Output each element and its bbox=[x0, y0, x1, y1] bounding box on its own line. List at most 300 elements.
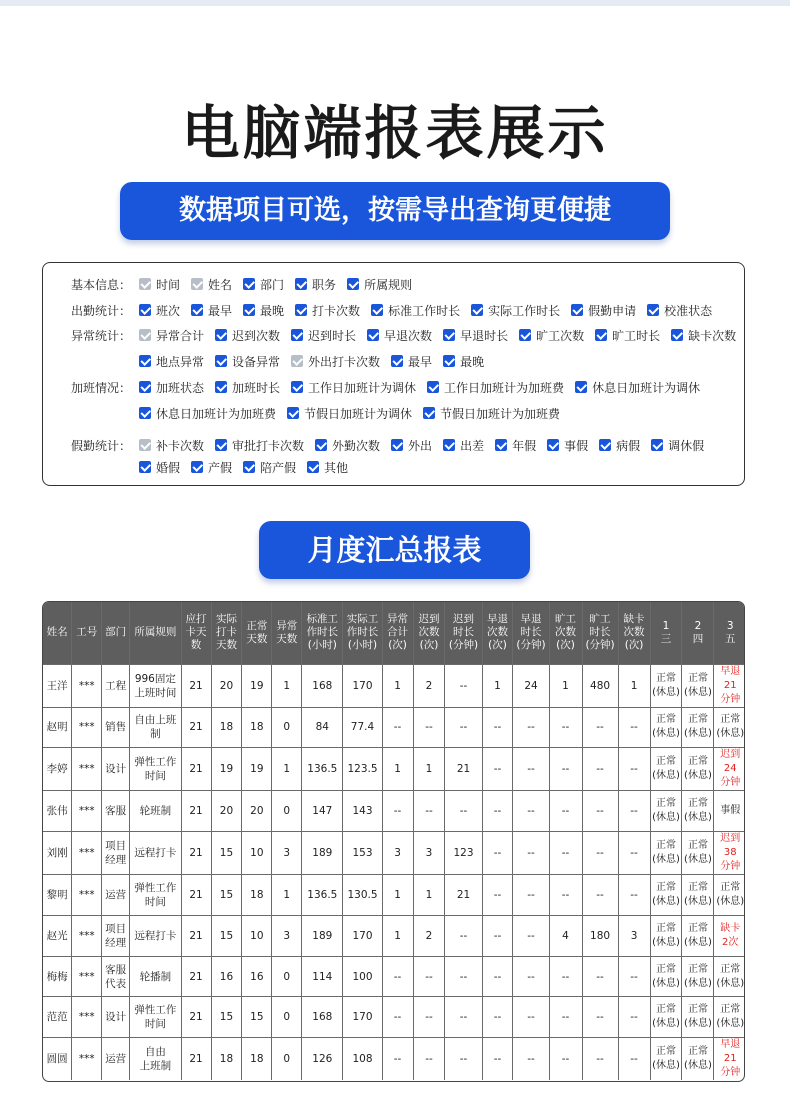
option-item[interactable] bbox=[671, 327, 736, 344]
employee-name-cell: 刘刚 bbox=[43, 832, 72, 875]
table-cell: 15 bbox=[211, 997, 242, 1038]
option-checkbox[interactable] bbox=[547, 439, 559, 451]
option-label: 迟到时长 bbox=[308, 328, 357, 343]
day-status-cell: 正常 (休息) bbox=[682, 832, 714, 875]
table-row[interactable] bbox=[43, 1038, 745, 1081]
option-checkbox[interactable] bbox=[191, 461, 203, 473]
option-item[interactable] bbox=[191, 459, 232, 476]
option-checkbox[interactable] bbox=[191, 278, 203, 290]
table-cell: *** bbox=[72, 875, 102, 916]
table-cell: 0 bbox=[272, 997, 302, 1038]
option-checkbox[interactable] bbox=[427, 381, 439, 393]
option-label: 产假 bbox=[208, 460, 233, 475]
option-item[interactable] bbox=[391, 437, 432, 454]
table-cell: -- bbox=[445, 707, 482, 748]
table-cell: 1 bbox=[272, 748, 302, 791]
column-header: 旷工 次数 (次) bbox=[549, 602, 582, 664]
option-item[interactable] bbox=[423, 405, 560, 422]
option-item[interactable] bbox=[191, 276, 232, 293]
options-row bbox=[71, 434, 715, 456]
table-cell: -- bbox=[549, 748, 582, 791]
option-label: 迟到次数 bbox=[232, 328, 281, 343]
table-cell: -- bbox=[549, 875, 582, 916]
table-cell: -- bbox=[445, 1038, 482, 1081]
table-cell: 15 bbox=[242, 997, 272, 1038]
option-item[interactable] bbox=[427, 379, 564, 396]
column-header: 正常 天数 bbox=[242, 602, 272, 664]
option-item[interactable] bbox=[443, 437, 484, 454]
column-header: 异常 天数 bbox=[272, 602, 302, 664]
table-cell: -- bbox=[482, 748, 513, 791]
option-label: 工作日加班计为调休 bbox=[308, 380, 417, 395]
table-cell: 77.4 bbox=[343, 707, 382, 748]
table-cell: -- bbox=[582, 791, 618, 832]
options-row-label: 异常统计： bbox=[71, 328, 132, 343]
table-cell: 20 bbox=[211, 664, 242, 707]
table-cell: 弹性工作 时间 bbox=[130, 875, 182, 916]
table-cell: -- bbox=[618, 956, 650, 997]
option-checkbox[interactable] bbox=[575, 381, 587, 393]
option-item[interactable] bbox=[575, 379, 700, 396]
day-status-cell: 正常 (休息) bbox=[650, 707, 682, 748]
option-checkbox[interactable] bbox=[291, 355, 303, 367]
table-cell: 114 bbox=[302, 956, 343, 997]
table-cell: -- bbox=[618, 791, 650, 832]
table-cell: 24 bbox=[513, 664, 549, 707]
option-item[interactable] bbox=[139, 276, 180, 293]
options-row-label: 加班情况： bbox=[71, 380, 132, 395]
table-cell: 1 bbox=[382, 915, 413, 956]
column-header: 旷工 时长 (分钟) bbox=[582, 602, 618, 664]
option-label: 病假 bbox=[616, 438, 641, 453]
option-item[interactable] bbox=[443, 327, 508, 344]
options-row bbox=[71, 376, 711, 398]
option-checkbox[interactable] bbox=[371, 304, 383, 316]
column-header: 2 四 bbox=[682, 602, 714, 664]
table-cell: 21 bbox=[181, 875, 211, 916]
table-cell: -- bbox=[482, 997, 513, 1038]
table-cell: 客服 bbox=[102, 791, 130, 832]
monthly-report-table bbox=[42, 601, 745, 1082]
day-status-cell: 迟到24 分钟 bbox=[714, 748, 745, 791]
option-item[interactable] bbox=[347, 276, 412, 293]
option-item[interactable] bbox=[547, 437, 588, 454]
table-cell: 189 bbox=[302, 832, 343, 875]
table-cell: 189 bbox=[302, 915, 343, 956]
option-checkbox[interactable] bbox=[191, 304, 203, 316]
option-label: 事假 bbox=[564, 438, 589, 453]
option-checkbox[interactable] bbox=[347, 278, 359, 290]
option-item[interactable] bbox=[243, 302, 284, 319]
table-cell: 10 bbox=[242, 832, 272, 875]
option-checkbox[interactable] bbox=[671, 329, 683, 341]
option-checkbox[interactable] bbox=[571, 304, 583, 316]
table-cell: -- bbox=[549, 791, 582, 832]
table-row[interactable] bbox=[43, 748, 745, 791]
options-row-label: 基本信息： bbox=[71, 277, 132, 292]
option-item[interactable] bbox=[315, 437, 380, 454]
table-cell: 0 bbox=[272, 1038, 302, 1081]
table-cell: *** bbox=[72, 1038, 102, 1081]
column-header: 姓名 bbox=[43, 602, 72, 664]
option-checkbox[interactable] bbox=[295, 304, 307, 316]
option-checkbox[interactable] bbox=[139, 329, 151, 341]
option-checkbox[interactable] bbox=[139, 461, 151, 473]
option-item[interactable] bbox=[139, 327, 204, 344]
day-status-cell: 正常 (休息) bbox=[682, 1038, 714, 1081]
column-header: 早退 时长 (分钟) bbox=[513, 602, 549, 664]
day-status-cell: 迟到38 分钟 bbox=[714, 832, 745, 875]
table-cell: 弹性工作 时间 bbox=[130, 748, 182, 791]
options-row bbox=[71, 456, 359, 478]
option-item[interactable] bbox=[215, 353, 280, 370]
option-item[interactable] bbox=[291, 327, 356, 344]
option-label: 姓名 bbox=[208, 277, 233, 292]
day-status-cell: 正常 (休息) bbox=[650, 791, 682, 832]
table-row[interactable] bbox=[43, 997, 745, 1038]
table-cell: 15 bbox=[211, 915, 242, 956]
table-cell: 21 bbox=[445, 875, 482, 916]
table-cell: 21 bbox=[181, 664, 211, 707]
column-header: 工号 bbox=[72, 602, 102, 664]
option-checkbox[interactable] bbox=[315, 439, 327, 451]
column-header: 标准工 作时长 (小时) bbox=[302, 602, 343, 664]
table-cell: 18 bbox=[211, 1038, 242, 1081]
option-label: 部门 bbox=[260, 277, 285, 292]
option-checkbox[interactable] bbox=[215, 439, 227, 451]
table-cell: 远程打卡 bbox=[130, 832, 182, 875]
option-label: 最早 bbox=[208, 303, 233, 318]
day-status-cell: 正常 (休息) bbox=[682, 915, 714, 956]
options-row bbox=[71, 299, 723, 321]
table-row[interactable] bbox=[43, 956, 745, 997]
option-label: 陪产假 bbox=[260, 460, 297, 475]
option-item[interactable] bbox=[139, 459, 180, 476]
option-checkbox[interactable] bbox=[139, 278, 151, 290]
day-status-cell: 正常 (休息) bbox=[650, 832, 682, 875]
option-item[interactable] bbox=[287, 405, 412, 422]
table-cell: 21 bbox=[181, 915, 211, 956]
option-item[interactable] bbox=[215, 379, 280, 396]
option-checkbox[interactable] bbox=[215, 355, 227, 367]
options-row bbox=[71, 324, 747, 346]
day-status-cell: 正常 (休息) bbox=[650, 915, 682, 956]
table-cell: 项目 经理 bbox=[102, 832, 130, 875]
option-label: 最晚 bbox=[260, 303, 285, 318]
option-checkbox[interactable] bbox=[599, 439, 611, 451]
option-checkbox[interactable] bbox=[495, 439, 507, 451]
option-item[interactable] bbox=[139, 379, 204, 396]
table-cell: 轮播制 bbox=[130, 956, 182, 997]
table-cell: 3 bbox=[272, 915, 302, 956]
table-cell: 21 bbox=[181, 997, 211, 1038]
table-cell: -- bbox=[513, 956, 549, 997]
table-cell: *** bbox=[72, 832, 102, 875]
table-cell: -- bbox=[445, 791, 482, 832]
page-title: 电脑端报表展示 bbox=[181, 99, 609, 167]
table-cell: -- bbox=[618, 997, 650, 1038]
option-label: 年假 bbox=[512, 438, 537, 453]
option-item[interactable] bbox=[443, 353, 484, 370]
column-header: 早退 次数 (次) bbox=[482, 602, 513, 664]
table-cell: -- bbox=[513, 791, 549, 832]
day-status-cell: 正常 (休息) bbox=[682, 956, 714, 997]
option-item[interactable] bbox=[291, 379, 416, 396]
table-cell: 123.5 bbox=[343, 748, 382, 791]
option-checkbox[interactable] bbox=[647, 304, 659, 316]
column-header: 3 五 bbox=[714, 602, 745, 664]
option-checkbox[interactable] bbox=[471, 304, 483, 316]
table-cell: 21 bbox=[181, 1038, 211, 1081]
table-cell: 15 bbox=[211, 832, 242, 875]
option-label: 其他 bbox=[324, 460, 349, 475]
table-cell: 4 bbox=[549, 915, 582, 956]
table-cell: -- bbox=[413, 707, 445, 748]
table-cell: -- bbox=[618, 875, 650, 916]
table-row[interactable] bbox=[43, 791, 745, 832]
option-checkbox[interactable] bbox=[291, 381, 303, 393]
table-cell: -- bbox=[582, 707, 618, 748]
day-status-cell: 早退21 分钟 bbox=[714, 1038, 745, 1081]
option-label: 时间 bbox=[156, 277, 181, 292]
table-cell: -- bbox=[549, 707, 582, 748]
table-cell: *** bbox=[72, 915, 102, 956]
option-checkbox[interactable] bbox=[139, 407, 151, 419]
table-cell: 0 bbox=[272, 707, 302, 748]
table-cell: -- bbox=[445, 664, 482, 707]
option-label: 职务 bbox=[312, 277, 337, 292]
table-cell: 100 bbox=[343, 956, 382, 997]
table-cell: -- bbox=[382, 791, 413, 832]
column-header: 缺卡 次数 (次) bbox=[618, 602, 650, 664]
option-item[interactable] bbox=[139, 353, 204, 370]
option-label: 出差 bbox=[460, 438, 485, 453]
option-label: 休息日加班计为调休 bbox=[592, 380, 701, 395]
option-label: 节假日加班计为加班费 bbox=[440, 406, 561, 421]
table-cell: 自由上班 制 bbox=[130, 707, 182, 748]
option-item[interactable] bbox=[647, 302, 712, 319]
option-checkbox[interactable] bbox=[139, 439, 151, 451]
table-cell: 1 bbox=[618, 664, 650, 707]
column-header: 1 三 bbox=[650, 602, 682, 664]
table-cell: 3 bbox=[272, 832, 302, 875]
day-status-cell: 正常 (休息) bbox=[682, 748, 714, 791]
table-cell: -- bbox=[582, 748, 618, 791]
options-row-label: 假勤统计： bbox=[71, 438, 132, 453]
table-cell: 1 bbox=[413, 748, 445, 791]
option-checkbox[interactable] bbox=[443, 439, 455, 451]
option-checkbox[interactable] bbox=[215, 329, 227, 341]
option-checkbox[interactable] bbox=[291, 329, 303, 341]
table-row[interactable] bbox=[43, 707, 745, 748]
column-header: 应打 卡天 数 bbox=[181, 602, 211, 664]
option-checkbox[interactable] bbox=[443, 355, 455, 367]
option-item[interactable] bbox=[139, 302, 180, 319]
options-row bbox=[71, 273, 423, 295]
option-item[interactable] bbox=[243, 459, 296, 476]
option-item[interactable] bbox=[651, 437, 704, 454]
day-status-cell: 正常 (休息) bbox=[650, 748, 682, 791]
day-status-cell: 正常 (休息) bbox=[682, 997, 714, 1038]
table-cell: *** bbox=[72, 664, 102, 707]
option-item[interactable] bbox=[215, 437, 304, 454]
option-checkbox[interactable] bbox=[307, 461, 319, 473]
table-cell: 20 bbox=[211, 791, 242, 832]
table-cell: *** bbox=[72, 997, 102, 1038]
table-cell: -- bbox=[413, 997, 445, 1038]
option-checkbox[interactable] bbox=[595, 329, 607, 341]
option-checkbox[interactable] bbox=[367, 329, 379, 341]
table-cell: -- bbox=[513, 707, 549, 748]
option-label: 假勤申请 bbox=[588, 303, 637, 318]
table-row[interactable] bbox=[43, 915, 745, 956]
table-cell: -- bbox=[413, 956, 445, 997]
option-item[interactable] bbox=[599, 437, 640, 454]
option-checkbox[interactable] bbox=[295, 278, 307, 290]
employee-name-cell: 黎明 bbox=[43, 875, 72, 916]
option-item[interactable] bbox=[495, 437, 536, 454]
table-cell: 21 bbox=[445, 748, 482, 791]
option-checkbox[interactable] bbox=[443, 329, 455, 341]
option-checkbox[interactable] bbox=[139, 381, 151, 393]
option-label: 最晚 bbox=[460, 354, 485, 369]
option-item[interactable] bbox=[367, 327, 432, 344]
table-cell: 136.5 bbox=[302, 748, 343, 791]
table-cell: 143 bbox=[343, 791, 382, 832]
table-cell: 远程打卡 bbox=[130, 915, 182, 956]
option-checkbox[interactable] bbox=[519, 329, 531, 341]
table-cell: 153 bbox=[343, 832, 382, 875]
table-cell: -- bbox=[549, 832, 582, 875]
option-checkbox[interactable] bbox=[215, 381, 227, 393]
table-cell: 客服 代表 bbox=[102, 956, 130, 997]
table-cell: 10 bbox=[242, 915, 272, 956]
option-label: 加班状态 bbox=[156, 380, 205, 395]
table-cell: -- bbox=[582, 875, 618, 916]
table-cell: 1 bbox=[382, 748, 413, 791]
table-cell: 147 bbox=[302, 791, 343, 832]
employee-name-cell: 张伟 bbox=[43, 791, 72, 832]
option-item[interactable] bbox=[571, 302, 636, 319]
employee-name-cell: 王洋 bbox=[43, 664, 72, 707]
option-label: 外出 bbox=[408, 438, 433, 453]
option-label: 休息日加班计为加班费 bbox=[156, 406, 277, 421]
table-cell: 84 bbox=[302, 707, 343, 748]
table-cell: -- bbox=[382, 997, 413, 1038]
table-cell: 2 bbox=[413, 915, 445, 956]
option-checkbox[interactable] bbox=[243, 278, 255, 290]
option-item[interactable] bbox=[471, 302, 560, 319]
table-cell: 168 bbox=[302, 664, 343, 707]
option-label: 旷工时长 bbox=[612, 328, 661, 343]
day-status-cell: 正常 (休息) bbox=[650, 1038, 682, 1081]
top-strip bbox=[0, 0, 790, 6]
table-cell: -- bbox=[582, 832, 618, 875]
table-cell: -- bbox=[482, 832, 513, 875]
table-cell: -- bbox=[482, 956, 513, 997]
table-cell: 18 bbox=[242, 1038, 272, 1081]
option-item[interactable] bbox=[371, 302, 460, 319]
option-label: 地点异常 bbox=[156, 354, 205, 369]
column-header: 迟到 时长 (分钟) bbox=[445, 602, 482, 664]
option-item[interactable] bbox=[391, 353, 432, 370]
option-label: 调休假 bbox=[668, 438, 705, 453]
table-row[interactable] bbox=[43, 832, 745, 875]
option-item[interactable] bbox=[595, 327, 660, 344]
table-cell: 18 bbox=[211, 707, 242, 748]
option-label: 工作日加班计为加班费 bbox=[444, 380, 565, 395]
table-cell: 20 bbox=[242, 791, 272, 832]
table-cell: 18 bbox=[242, 707, 272, 748]
option-item[interactable] bbox=[215, 327, 280, 344]
table-row[interactable] bbox=[43, 875, 745, 916]
day-status-cell: 正常 (休息) bbox=[682, 664, 714, 707]
day-status-cell: 正常 (休息) bbox=[682, 875, 714, 916]
option-checkbox[interactable] bbox=[651, 439, 663, 451]
table-cell: -- bbox=[482, 1038, 513, 1081]
option-item[interactable] bbox=[295, 276, 336, 293]
table-cell: -- bbox=[382, 1038, 413, 1081]
option-item[interactable] bbox=[191, 302, 232, 319]
option-item[interactable] bbox=[295, 302, 360, 319]
table-cell: 运营 bbox=[102, 875, 130, 916]
table-row[interactable] bbox=[43, 664, 745, 707]
column-header: 异常 合计 (次) bbox=[382, 602, 413, 664]
table-cell: -- bbox=[618, 707, 650, 748]
table-cell: -- bbox=[549, 997, 582, 1038]
option-item[interactable] bbox=[139, 405, 276, 422]
option-label: 婚假 bbox=[156, 460, 181, 475]
table-body bbox=[43, 664, 745, 1080]
table-cell: 16 bbox=[242, 956, 272, 997]
option-item[interactable] bbox=[291, 353, 380, 370]
table-cell: -- bbox=[618, 1038, 650, 1081]
column-header: 部门 bbox=[102, 602, 130, 664]
option-checkbox[interactable] bbox=[243, 304, 255, 316]
table-cell: -- bbox=[582, 956, 618, 997]
table-header-row bbox=[43, 602, 745, 664]
table-cell: 1 bbox=[382, 664, 413, 707]
option-item[interactable] bbox=[519, 327, 584, 344]
table-cell: 15 bbox=[211, 875, 242, 916]
subtitle-banner: 数据项目可选，按需导出查询更便捷 bbox=[120, 182, 670, 240]
day-status-cell: 缺卡 2次 bbox=[714, 915, 745, 956]
option-checkbox[interactable] bbox=[243, 461, 255, 473]
option-checkbox[interactable] bbox=[391, 355, 403, 367]
table-cell: -- bbox=[445, 956, 482, 997]
option-checkbox[interactable] bbox=[287, 407, 299, 419]
option-checkbox[interactable] bbox=[139, 355, 151, 367]
option-checkbox[interactable] bbox=[423, 407, 435, 419]
option-item[interactable] bbox=[243, 276, 284, 293]
option-item[interactable] bbox=[139, 437, 204, 454]
table-cell: -- bbox=[513, 748, 549, 791]
table-cell: 1 bbox=[382, 875, 413, 916]
table-cell: 运营 bbox=[102, 1038, 130, 1081]
table-cell: -- bbox=[445, 997, 482, 1038]
option-checkbox[interactable] bbox=[391, 439, 403, 451]
option-label: 补卡次数 bbox=[156, 438, 205, 453]
option-checkbox[interactable] bbox=[139, 304, 151, 316]
option-label: 校准状态 bbox=[664, 303, 713, 318]
option-label: 实际工作时长 bbox=[488, 303, 561, 318]
option-label: 打卡次数 bbox=[312, 303, 361, 318]
table-cell: 123 bbox=[445, 832, 482, 875]
day-status-cell: 事假 bbox=[714, 791, 745, 832]
option-item[interactable] bbox=[307, 459, 348, 476]
table-cell: 1 bbox=[272, 875, 302, 916]
day-status-cell: 正常 (休息) bbox=[650, 997, 682, 1038]
